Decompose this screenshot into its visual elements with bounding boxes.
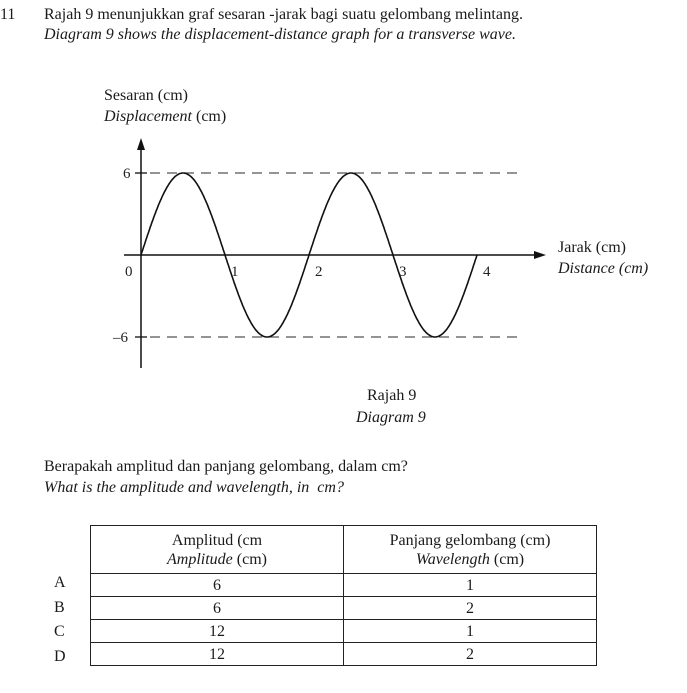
y-axis-arrow bbox=[137, 138, 145, 150]
y-axis-label-en-text: Displacement bbox=[104, 108, 192, 125]
table-row bbox=[91, 620, 597, 643]
wavelength-cell: 2 bbox=[344, 643, 597, 666]
amplitude-cell: 12 bbox=[91, 620, 344, 643]
table-row bbox=[91, 643, 597, 666]
y-tick-label: 6 bbox=[123, 166, 131, 182]
wavelength-cell: 2 bbox=[344, 597, 597, 620]
header-text-ms: Panjang gelombang (cm) bbox=[389, 531, 551, 549]
y-axis-label-unit: (cm) bbox=[195, 108, 227, 125]
table-header-row bbox=[91, 526, 597, 574]
prompt-en: What is the amplitude and wavelength, in cm? bbox=[44, 479, 344, 496]
amplitude-cell: 12 bbox=[91, 643, 344, 666]
x-tick-label: 1 bbox=[231, 264, 239, 280]
x-axis-label-ms: Jarak (cm) bbox=[558, 239, 626, 256]
wavelength-cell: 1 bbox=[344, 620, 597, 643]
caption-en: Diagram 9 bbox=[356, 409, 426, 426]
table-row bbox=[91, 574, 597, 597]
header-text-en: Wavelength bbox=[415, 550, 490, 568]
x-tick-label: 4 bbox=[483, 264, 491, 280]
header-unit: (cm) bbox=[236, 550, 267, 568]
header-unit: (cm) bbox=[493, 550, 525, 568]
wavelength-cell: 1 bbox=[344, 574, 597, 597]
y-tick-label: –6 bbox=[113, 330, 128, 346]
option-label: B bbox=[54, 599, 65, 616]
option-label: D bbox=[54, 648, 66, 665]
question-text-ms: Rajah 9 menunjukkan graf sesaran -jarak bagi suatu gelombang melintang. bbox=[44, 6, 523, 23]
options-table bbox=[90, 525, 597, 666]
amplitude-cell: 6 bbox=[91, 574, 344, 597]
option-label: A bbox=[54, 574, 66, 591]
header-text-ms: Amplitud (cm bbox=[171, 531, 263, 549]
header-text-en: Amplitude bbox=[167, 550, 233, 568]
x-axis-label-en: Distance (cm) bbox=[558, 260, 649, 277]
x-tick-label: 3 bbox=[399, 264, 407, 280]
option-label: C bbox=[54, 623, 65, 640]
caption-ms: Rajah 9 bbox=[367, 387, 417, 404]
y-axis-label-ms: Sesaran (cm) bbox=[104, 87, 188, 104]
header-amplitude bbox=[91, 526, 344, 574]
header-wavelength bbox=[344, 526, 597, 574]
question-text-en: Diagram 9 shows the displacement-distance graph for a transverse wave. bbox=[44, 26, 516, 43]
question-number: 11 bbox=[0, 6, 16, 23]
x-tick-label: 0 bbox=[125, 264, 133, 280]
table-row bbox=[91, 597, 597, 620]
x-axis-arrow bbox=[534, 251, 546, 259]
amplitude-cell: 6 bbox=[91, 597, 344, 620]
prompt-ms: Berapakah amplitud dan panjang gelombang, dalam cm? bbox=[44, 458, 408, 475]
x-tick-label: 2 bbox=[315, 264, 323, 280]
